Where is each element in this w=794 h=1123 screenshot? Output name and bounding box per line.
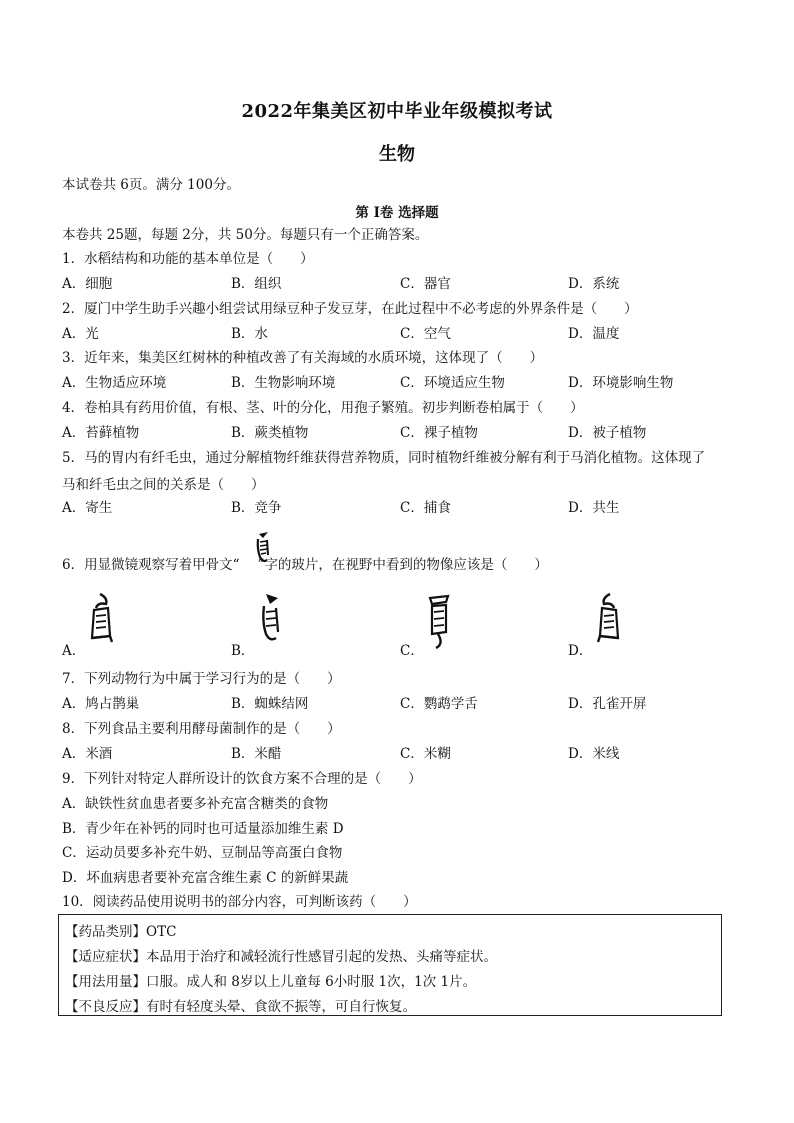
question-4-stem: 4．卷柏具有药用价值，有根、茎、叶的分化，用孢子繁殖。初步判断卷柏属于（ ）: [62, 400, 584, 416]
exam-title: 2022年集美区初中毕业年级模拟考试: [241, 101, 553, 122]
question-5-option-c[interactable]: C．捕食: [400, 500, 451, 516]
question-5-option-b[interactable]: B．竞争: [231, 500, 282, 516]
question-2-option-a[interactable]: A．光: [62, 326, 99, 342]
question-1-option-d[interactable]: D．系统: [568, 276, 620, 292]
question-3-option-a[interactable]: A．生物适应环境: [62, 375, 167, 391]
question-7-option-a[interactable]: A．鸠占鹊巢: [62, 696, 140, 712]
question-8-option-a[interactable]: A．米酒: [62, 746, 113, 762]
drug-label-side-effects: 【不良反应】有时有轻度头晕、食欲不振等，可自行恢复。: [65, 999, 416, 1015]
question-1-option-b[interactable]: B．组织: [231, 276, 282, 292]
question-6-stem-part1: 6．用显微镜观察写着甲骨文“: [62, 557, 240, 573]
question-1-option-a[interactable]: A．细胞: [62, 276, 113, 292]
question-4-option-d[interactable]: D．被子植物: [568, 425, 647, 441]
question-5-stem: 5．马的胃内有纤毛虫，通过分解植物纤维获得营养物质，同时植物纤维被分解有利于马消化植物。这体现了: [62, 450, 706, 466]
drug-label-indications: 【适应症状】本品用于治疗和减轻流行性感冒引起的发热、头痛等症状。: [65, 949, 497, 965]
drug-label-box: [58, 914, 722, 1016]
question-10-stem: 10．阅读药品使用说明书的部分内容，可判断该药（ ）: [62, 894, 417, 910]
question-2-option-b[interactable]: B．水: [231, 326, 268, 342]
question-8-option-d[interactable]: D．米线: [568, 746, 620, 762]
question-4-option-b[interactable]: B．蕨类植物: [231, 425, 309, 441]
question-3-option-d[interactable]: D．环境影响生物: [568, 375, 674, 391]
option-d-glyph-icon: [596, 592, 622, 646]
question-2-option-c[interactable]: C．空气: [400, 326, 451, 342]
subject-title: 生物: [379, 144, 415, 165]
question-8-stem: 8．下列食品主要利用酵母菌制作的是（ ）: [62, 721, 341, 737]
question-3-option-b[interactable]: B．生物影响环境: [231, 375, 336, 391]
question-9-option-b[interactable]: B．青少年在补钙的同时也可适量添加维生素 D: [62, 821, 344, 837]
option-c-glyph-icon: [426, 592, 452, 650]
question-5-option-d[interactable]: D．共生: [568, 500, 620, 516]
question-6-option-c[interactable]: C．: [400, 643, 424, 659]
question-9-option-c[interactable]: C．运动员要多补充牛奶、豆制品等高蛋白食物: [62, 845, 343, 861]
question-6-option-a[interactable]: A．: [62, 643, 86, 659]
question-6-option-b[interactable]: B．: [231, 643, 255, 659]
question-8-option-c[interactable]: C．米糊: [400, 746, 451, 762]
question-7-stem: 7．下列动物行为中属于学习行为的是（ ）: [62, 671, 341, 687]
question-2-stem: 2．厦门中学生助手兴趣小组尝试用绿豆种子发豆芽，在此过程中不必考虑的外界条件是（ ）: [62, 301, 638, 317]
question-5-stem-continued: 马和纤毛虫之间的关系是（ ）: [62, 477, 265, 493]
exam-intro: 本试卷共 6页。满分 100分。: [62, 177, 240, 193]
question-1-option-c[interactable]: C．器官: [400, 276, 451, 292]
question-7-option-d[interactable]: D．孔雀开屏: [568, 696, 647, 712]
drug-label-dosage: 【用法用量】口服。成人和 8岁以上儿童每 6小时服 1次，1次 1片。: [65, 974, 477, 990]
option-b-glyph-icon: [258, 592, 284, 646]
option-a-glyph-icon: [88, 592, 114, 646]
question-9-option-d[interactable]: D．坏血病患者要补充富含维生素 C 的新鲜果蔬: [62, 870, 349, 886]
question-2-option-d[interactable]: D．温度: [568, 326, 620, 342]
question-9-option-a[interactable]: A．缺铁性贫血患者要多补充富含糖类的食物: [62, 796, 329, 812]
section-title: 第 I卷 选择题: [355, 205, 439, 221]
question-6-stem-part2: ”字的玻片，在视野中看到的物像应该是（ ）: [257, 557, 548, 573]
section-instructions: 本卷共 25题，每题 2分，共 50分。每题只有一个正确答案。: [62, 227, 429, 243]
question-7-option-b[interactable]: B．蜘蛛结网: [231, 696, 309, 712]
question-3-stem: 3．近年来，集美区红树林的种植改善了有关海域的水质环境，这体现了（ ）: [62, 350, 544, 366]
question-3-option-c[interactable]: C．环境适应生物: [400, 375, 505, 391]
question-8-option-b[interactable]: B．米醋: [231, 746, 282, 762]
question-7-option-c[interactable]: C．鹦鹉学舌: [400, 696, 478, 712]
question-6-stem: [62, 556, 548, 574]
question-1-stem: 1．水稻结构和功能的基本单位是（ ）: [62, 251, 314, 267]
question-9-stem: 9．下列针对特定人群所设计的饮食方案不合理的是（ ）: [62, 771, 422, 787]
oracle-bone-glyph-icon: [254, 531, 272, 565]
drug-label-category: 【药品类别】OTC: [65, 924, 177, 940]
question-4-option-a[interactable]: A．苔藓植物: [62, 425, 140, 441]
question-6-option-d[interactable]: D．: [568, 643, 593, 659]
question-5-option-a[interactable]: A．寄生: [62, 500, 113, 516]
question-4-option-c[interactable]: C．裸子植物: [400, 425, 478, 441]
